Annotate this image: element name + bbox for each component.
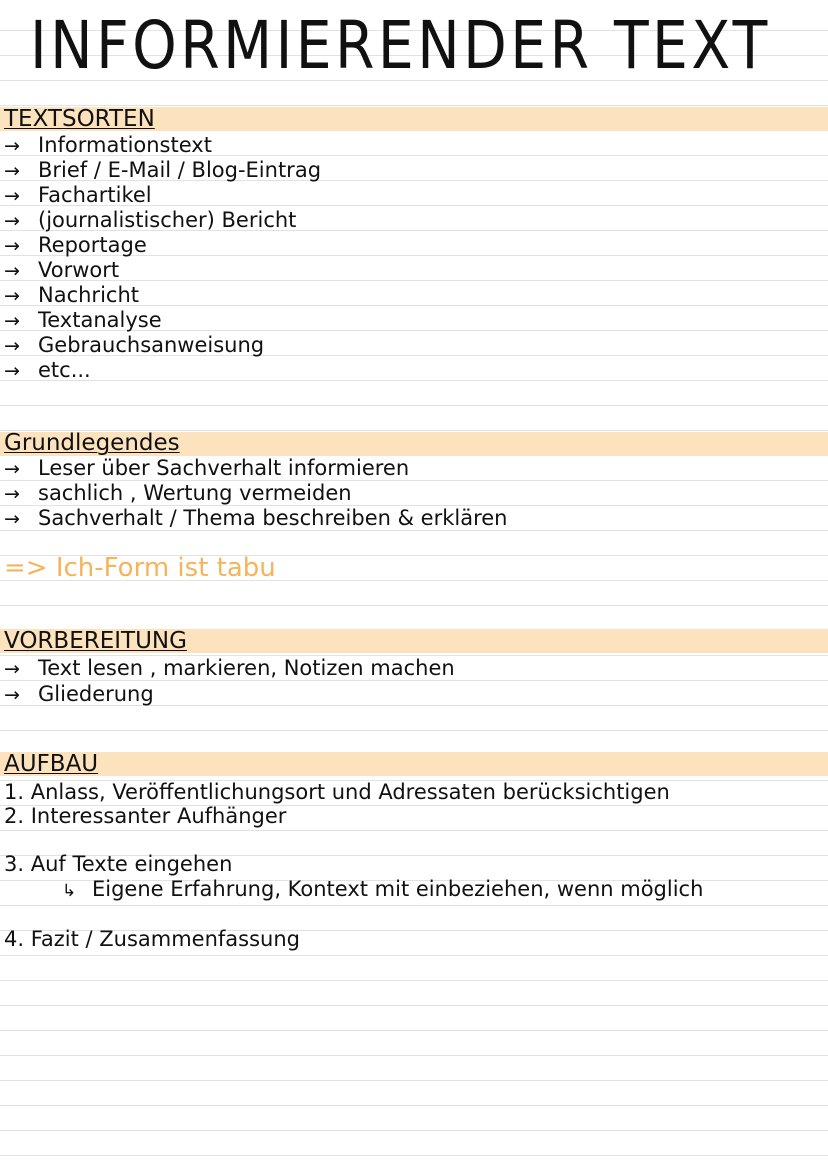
arrow-icon: →	[4, 360, 20, 382]
section-heading-grundlegendes: Grundlegendes	[4, 430, 180, 456]
arrow-icon: →	[4, 658, 20, 680]
list-item: ↳ Eigene Erfahrung, Kontext mit einbeziehen, wenn möglich	[62, 877, 703, 904]
list-item: → Nachricht	[4, 283, 139, 307]
arrow-icon: →	[4, 458, 20, 480]
arrow-icon: →	[4, 185, 20, 207]
arrow-icon: →	[4, 210, 20, 232]
arrow-icon: →	[4, 508, 20, 530]
list-item: → Brief / E-Mail / Blog-Eintrag	[4, 158, 322, 182]
section-heading-aufbau: AUFBAU	[4, 751, 99, 777]
arrow-icon: →	[4, 260, 20, 282]
heading-highlight	[0, 752, 828, 776]
list-item: 3. Auf Texte eingehen	[4, 852, 233, 876]
list-item: → Gliederung	[4, 682, 154, 706]
list-item: → Text lesen , markieren, Notizen machen	[4, 656, 455, 680]
list-item: 4. Fazit / Zusammenfassung	[4, 927, 300, 951]
list-item: → Informationstext	[4, 133, 212, 157]
list-item: → (journalistischer) Bericht	[4, 208, 297, 232]
arrow-icon: →	[4, 483, 20, 505]
arrow-icon: →	[4, 310, 20, 332]
list-item: → etc...	[4, 358, 91, 382]
page-title: INFORMIERENDER TEXT	[30, 7, 771, 84]
section-heading-textsorten: TEXTSORTEN	[4, 106, 155, 132]
list-item: → sachlich , Wertung vermeiden	[4, 481, 352, 505]
list-item: → Sachverhalt / Thema beschreiben & erklären	[4, 506, 508, 530]
list-item: → Gebrauchsanweisung	[4, 333, 265, 357]
arrow-icon: →	[4, 285, 20, 307]
section-heading-vorbereitung: VORBEREITUNG	[4, 628, 187, 654]
list-item: → Textanalyse	[4, 308, 162, 332]
arrow-icon: →	[4, 135, 20, 157]
list-item: → Reportage	[4, 233, 147, 257]
arrow-icon: →	[4, 235, 20, 257]
arrow-icon: →	[4, 335, 20, 357]
arrow-icon: →	[4, 684, 20, 706]
list-item: → Fachartikel	[4, 183, 152, 207]
list-item: → Vorwort	[4, 258, 120, 282]
list-item: 1. Anlass, Veröffentlichungsort und Adressaten berücksichtigen	[4, 780, 670, 804]
emphasis-note: => Ich-Form ist tabu	[4, 553, 276, 583]
arrow-icon: →	[4, 160, 20, 182]
list-item: → Leser über Sachverhalt informieren	[4, 456, 410, 480]
list-item: 2. Interessanter Aufhänger	[4, 804, 287, 828]
sub-arrow-icon: ↳	[62, 881, 77, 901]
